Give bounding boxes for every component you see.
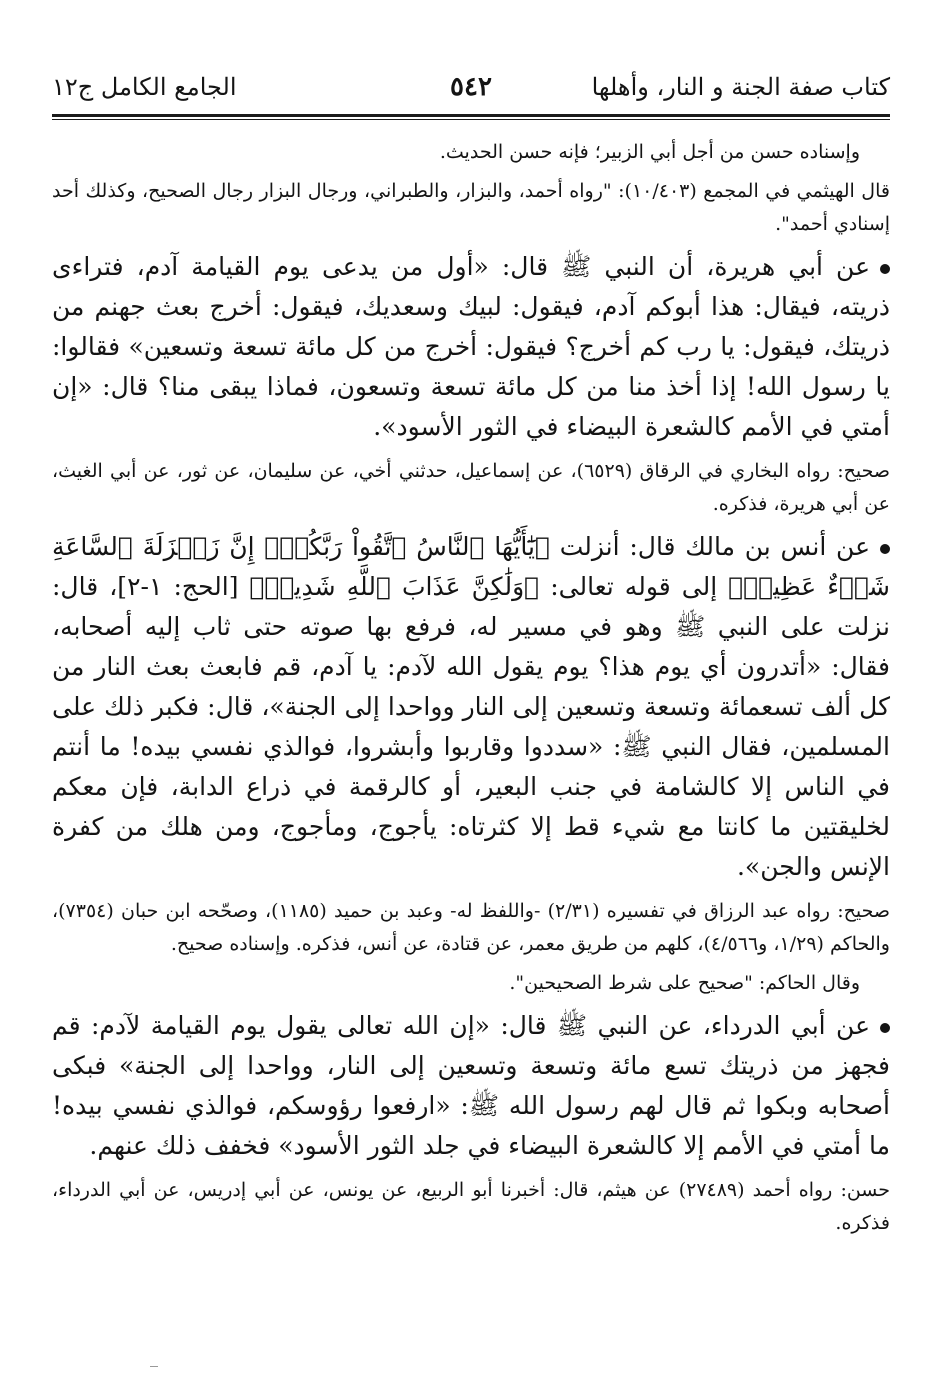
haythami-quote: قال الهيثمي في المجمع (١٠/٤٠٣): "رواه أحمد، والبزار، والطبراني، ورجال البزار رجال الصحيح، وكذلك أحد إسنادي أحمد".: [52, 180, 890, 235]
takhrij-ahmad: حسن: رواه أحمد (٢٧٤٨٩) عن هيثم، قال: أخبرنا أبو الربيع، عن يونس، عن أبي إدريس، عن أبي الدرداء، فذكره.: [52, 1179, 890, 1234]
hadith-abu-hurayra: [52, 247, 890, 447]
hadith-anas: [52, 527, 890, 887]
hadith-text: عن أنس بن مالك قال: أنزلت ﴿يَٰٓأَيُّهَا ٱلنَّاسُ ٱتَّقُواْ رَبَّكُمۡۚ إِنَّ زَلۡزَلَةَ ٱلسَّاعَةِ شَيۡءٌ عَظِيمٞ﴾ إلى قوله تعالى: ﴿وَلَٰكِنَّ عَذَابَ ٱللَّهِ شَدِيدٞ﴾ [الحج: ١-٢]، قال: نزلت على النبي ﷺ وهو في مسير له، فرفع بها صوته حتى ثاب إليه أصحابه، فقال: «أتدرون أي يوم هذا؟ يوم يقول الله لآدم: يا آدم، قم فابعث بعث النار من كل ألف تسعمائة وتسعة وتسعين إلى النار وواحدا إلى الجنة»، قال: فكبر ذلك على المسلمين، فقال النبي ﷺ: «سددوا وقاربوا وأبشروا، فوالذي نفسي بيده! ما أنتم في الناس إلا كالشامة في جنب البعير، أو كالرقمة في ذراع الدابة، فإن معكم لخليقتين ما كانتا مع شيء قط إلا كثرتاه: يأجوج، ومأجوج، ومن هلك من كفرة الإنس والجن».: [52, 532, 891, 881]
page-number: ٥٤٢: [450, 72, 492, 102]
bullet-icon: [880, 264, 890, 274]
isnad-note: وإسناده حسن من أجل أبي الزبير؛ فإنه حسن الحديث.: [439, 141, 860, 163]
hadith-abu-darda: [52, 1006, 890, 1166]
hakim-note: وقال الحاكم: "صحيح على شرط الصحيحين".: [509, 972, 860, 994]
page-header: [52, 62, 890, 112]
hadith-text: عن أبي الدرداء، عن النبي ﷺ قال: «إن الله تعالى يقول يوم القيامة لآدم: قم فجهز من ذريتك تسع مائة وتسعة وتسعين إلى النار، وواحدا إلى الجنة» فبكى أصحابه وبكوا ثم قال لهم رسول الله ﷺ: «ارفعوا رؤوسكم، فوالذي نفسي بيده! ما أمتي في الأمم إلا كالشعرة البيضاء في جلد الثور الأسود» فخفف ذلك عنهم.: [52, 1011, 890, 1160]
running-title: كتاب صفة الجنة و النار، وأهلها: [591, 73, 890, 101]
header-rule-thin: [52, 119, 890, 120]
header-rule-thick: [52, 114, 890, 117]
takhrij-abdulrazzaq: صحيح: رواه عبد الرزاق في تفسيره (٢/٣١) -واللفظ له- وعبد بن حميد (١١٨٥)، وصحّحه ابن حبان (٧٣٥٤)، والحاكم (١/٢٩، و٤/٥٦٦)، كلهم من طريق معمر، عن قتادة، عن أنس، فذكره. وإسناده صحيح.: [52, 900, 890, 955]
hadith-text: عن أبي هريرة، أن النبي ﷺ قال: «أول من يدعى يوم القيامة آدم، فتراءى ذريته، فيقال: هذا أبوكم آدم، فيقول: لبيك وسعديك، فيقول: أخرج بعث جهنم من ذريتك، فيقول: يا رب كم أخرج؟ فيقول: أخرج من كل مائة تسعة وتسعين» فقالوا: يا رسول الله! إذا أخذ منا من كل مائة تسعة وتسعون، فماذا يبقى منا؟ قال: «إن أمتي في الأمم كالشعرة البيضاء في الثور الأسود».: [52, 252, 890, 441]
bullet-icon: [880, 1023, 890, 1033]
volume-title: الجامع الكامل ج١٢: [52, 73, 237, 101]
book-page: [52, 62, 890, 1246]
footer-mark: [150, 1366, 158, 1367]
bullet-icon: [880, 544, 890, 554]
takhrij-bukhari: صحيح: رواه البخاري في الرقاق (٦٥٢٩)، عن إسماعيل، حدثني أخي، عن سليمان، عن ثور، عن أبي الغيث، عن أبي هريرة، فذكره.: [52, 460, 890, 515]
